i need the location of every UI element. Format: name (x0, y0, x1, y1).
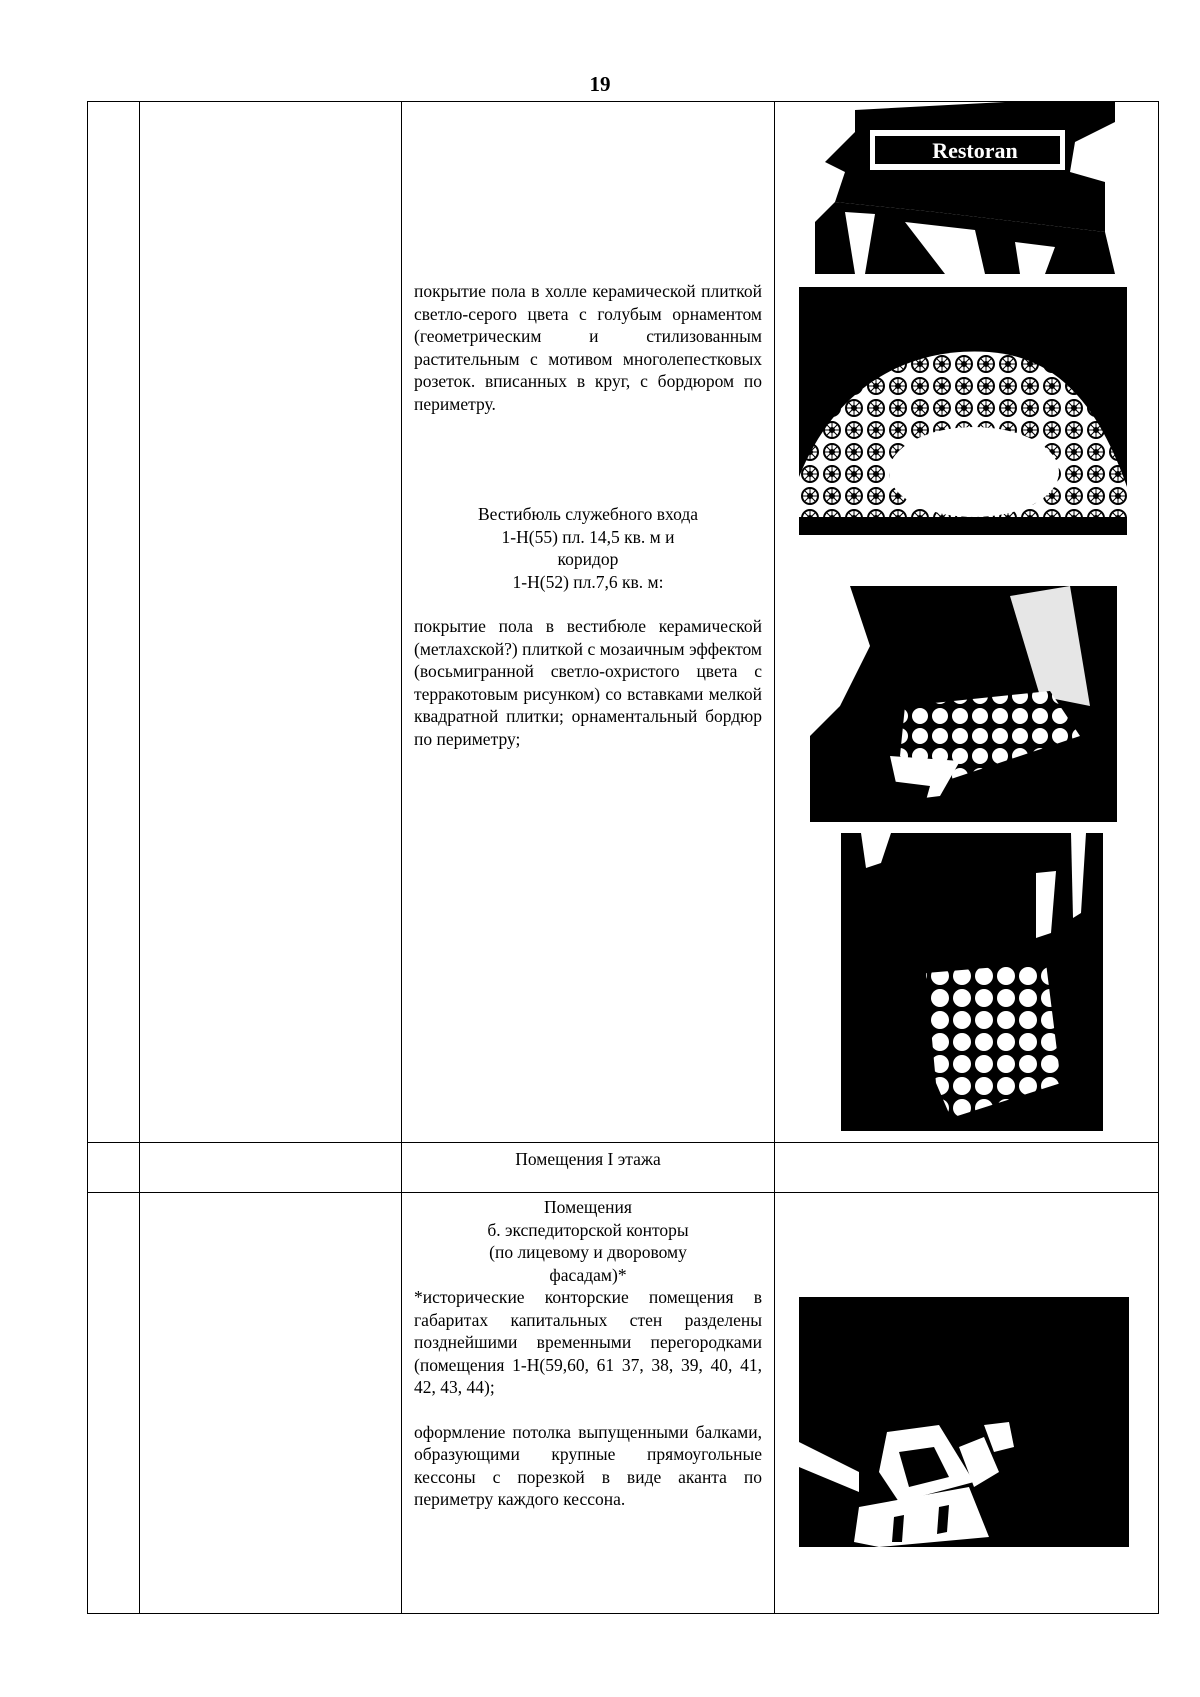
table-row (88, 1193, 1159, 1614)
page-number: 19 (589, 72, 611, 96)
monument-subject-table (87, 101, 1159, 1614)
description-cell (402, 1193, 775, 1614)
section-title: Помещения I этажа (515, 1149, 661, 1169)
photo-cell (775, 1193, 1159, 1614)
photo-cell (775, 102, 1159, 1143)
vestibule-floor-photo (810, 586, 1117, 822)
ceiling-description: оформление потолка выпущенными балками, образующими крупные прямоугольные кессоны с порезкой в виде аканта по периметру каждого кессона. (414, 1421, 762, 1509)
office-note: *исторические конторские помещения в габаритах капитальных стен разделены позднейшими временными перегородками (помещения 1-Н(59,60, 61 37, 38, 39, 40, 41, 42, 43, 44); (414, 1287, 762, 1397)
subject-cell (140, 1143, 402, 1193)
vestibule-floor-description: покрытие пола в вестибюле керамической (метлахской?) плиткой с мозаичным эффектом (восьмигранной светло-охристого цвета с терракотовым рисунком) со вставками мелкой квадратной плитки; орнаментальный бордюр по периметру; (414, 616, 762, 749)
ceiling-photo (799, 1297, 1129, 1547)
table-row (88, 1143, 1159, 1193)
hall-floor-description: покрытие пола в холле керамической плиткой светло-серого цвета с голубым орнаментом (геометрическим и стилизованным растительным с мотивом многолепестковых розеток. вписанных в круг, с бордюром по периметру. (414, 281, 762, 414)
office-title: Помещения б. экспедиторской конторы (по лицевому и дворовому фасадам)* (487, 1197, 689, 1285)
description-cell (402, 102, 775, 1143)
table-row (88, 102, 1159, 1143)
number-cell (88, 1193, 140, 1614)
hall-floor-photo (799, 287, 1127, 535)
description-cell (402, 1143, 775, 1193)
number-cell (88, 1143, 140, 1193)
vestibule-title: Вестибюль служебного входа 1-Н(55) пл. 14,5 кв. м и коридор 1-Н(52) пл.7,6 кв. м: (477, 504, 699, 592)
subject-cell (140, 102, 402, 1143)
subject-cell (140, 1193, 402, 1614)
sign-photo (815, 102, 1115, 274)
sign-text: Restoran (932, 138, 1018, 163)
number-cell (88, 102, 140, 1143)
corridor-floor-photo (841, 833, 1103, 1131)
photo-cell (775, 1143, 1159, 1193)
